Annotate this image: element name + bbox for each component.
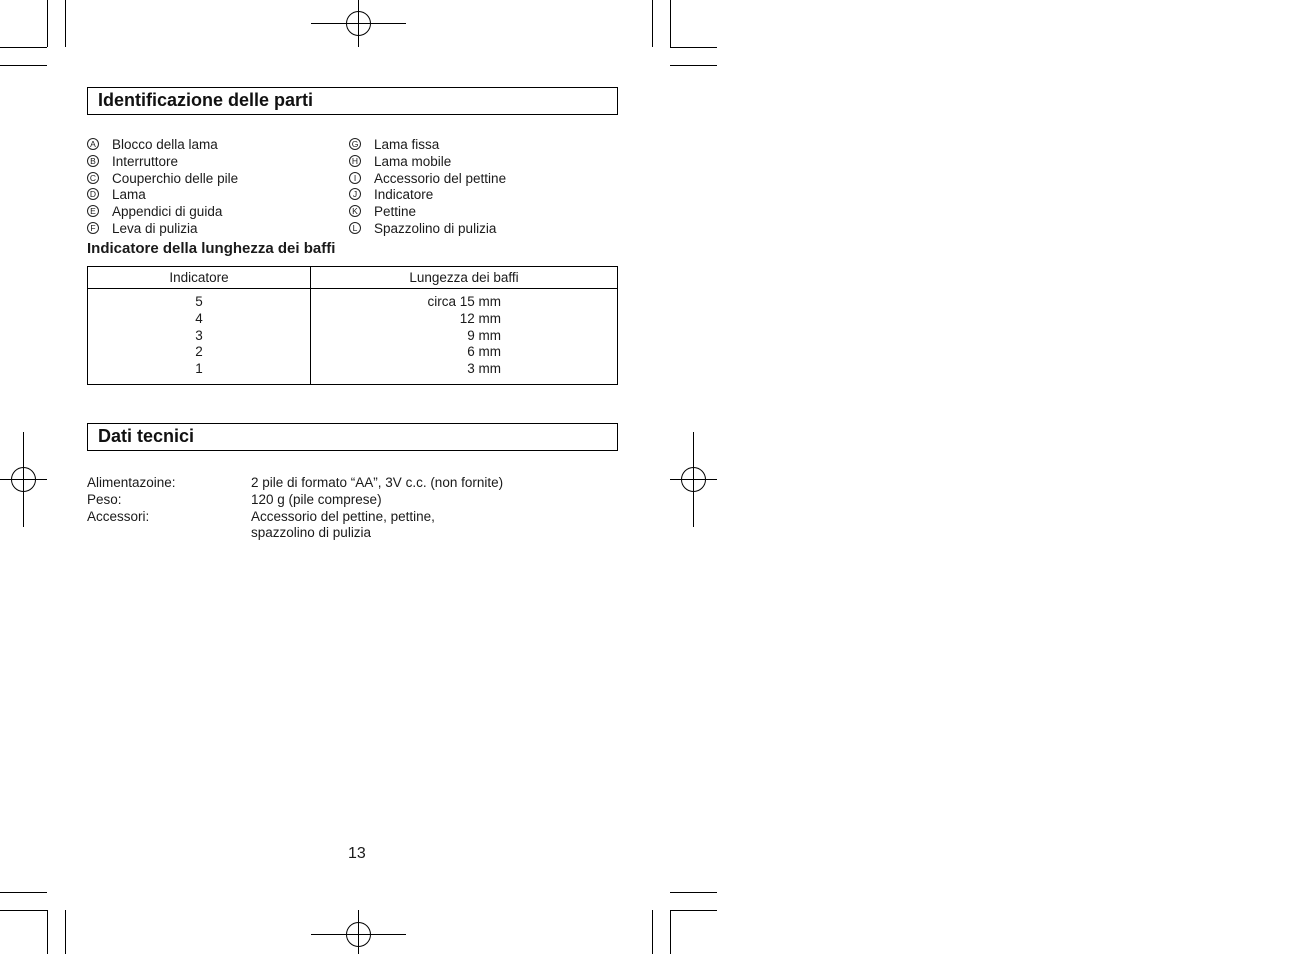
list-item: [349, 171, 506, 188]
letter-badge: B: [87, 155, 99, 167]
letter-badge: D: [87, 188, 99, 200]
indicator-values-cell: [88, 289, 311, 385]
whisker-length-table: [87, 266, 618, 385]
part-label: Leva di pulizia: [112, 220, 198, 236]
letter-badge: I: [349, 172, 361, 184]
spec-value: 2 pile di formato “AA”, 3V c.c. (non fornite): [251, 475, 504, 490]
part-label: Indicatore: [374, 187, 434, 203]
length-value: 3 mm: [467, 361, 501, 377]
table-row: [88, 289, 618, 385]
spec-value: 120 g (pile comprese): [251, 491, 382, 507]
list-item: [349, 137, 506, 154]
list-item: [87, 171, 238, 188]
parts-list-left: [87, 137, 238, 238]
part-label: Lama: [112, 187, 146, 203]
list-item: [87, 221, 238, 238]
spec-label: Alimentazoine:: [87, 475, 176, 490]
section-title: Dati tecnici: [98, 426, 195, 446]
part-label: Lama fissa: [374, 137, 440, 152]
list-item: [349, 154, 506, 171]
length-value: 6 mm: [467, 344, 501, 360]
part-label: Pettine: [374, 204, 417, 220]
part-label: Interruttore: [112, 153, 179, 169]
indicator-value: 3: [195, 327, 203, 343]
list-item: [87, 154, 238, 171]
part-label: Accessorio del pettine: [374, 170, 507, 186]
letter-badge: J: [349, 188, 361, 200]
spec-value: [251, 509, 435, 543]
table-header-row: [88, 267, 618, 289]
indicator-value: 4: [195, 310, 203, 326]
spec-value-line: spazzolino di pulizia: [251, 525, 372, 541]
list-item: [349, 204, 506, 221]
length-value: circa 15 mm: [427, 294, 501, 309]
table-header-indicator: Indicatore: [88, 267, 311, 289]
section-header-specs: [87, 423, 618, 451]
spec-row-power: [87, 475, 503, 492]
length-values: [311, 294, 501, 377]
spec-row-accessories: [87, 509, 503, 543]
letter-badge: G: [349, 138, 361, 150]
letter-badge: F: [87, 222, 99, 234]
letter-badge: E: [87, 205, 99, 217]
letter-badge: A: [87, 138, 99, 150]
length-value: 9 mm: [467, 327, 501, 343]
indicator-heading: Indicatore della lunghezza dei baffi: [87, 240, 336, 257]
length-values-cell: [311, 289, 618, 385]
page-number: 13: [348, 845, 366, 862]
letter-badge: H: [349, 155, 361, 167]
list-item: [349, 221, 506, 238]
parts-list-right: [349, 137, 506, 238]
indicator-value: 5: [195, 294, 203, 309]
letter-badge: L: [349, 222, 361, 234]
part-label: Lama mobile: [374, 153, 452, 169]
part-label: Appendici di guida: [112, 204, 223, 220]
specs-list: [87, 475, 503, 542]
letter-badge: C: [87, 172, 99, 184]
list-item: [87, 204, 238, 221]
spec-label: Accessori:: [87, 508, 150, 524]
part-label: Couperchio delle pile: [112, 170, 239, 186]
section-title: Identificazione delle parti: [98, 90, 314, 110]
list-item: [87, 137, 238, 154]
indicator-value: 1: [195, 361, 203, 377]
spec-value-line: Accessorio del pettine, pettine,: [251, 508, 435, 524]
spec-row-weight: [87, 492, 503, 509]
length-value: 12 mm: [459, 310, 501, 326]
list-item: [349, 187, 506, 204]
letter-badge: K: [349, 205, 361, 217]
section-header-parts: [87, 87, 618, 115]
table-header-length: Lungezza dei baffi: [311, 267, 618, 289]
list-item: [87, 187, 238, 204]
part-label: Spazzolino di pulizia: [374, 220, 497, 236]
indicator-value: 2: [195, 344, 203, 360]
part-label: Blocco della lama: [112, 137, 218, 152]
spec-label: Peso:: [87, 491, 122, 507]
